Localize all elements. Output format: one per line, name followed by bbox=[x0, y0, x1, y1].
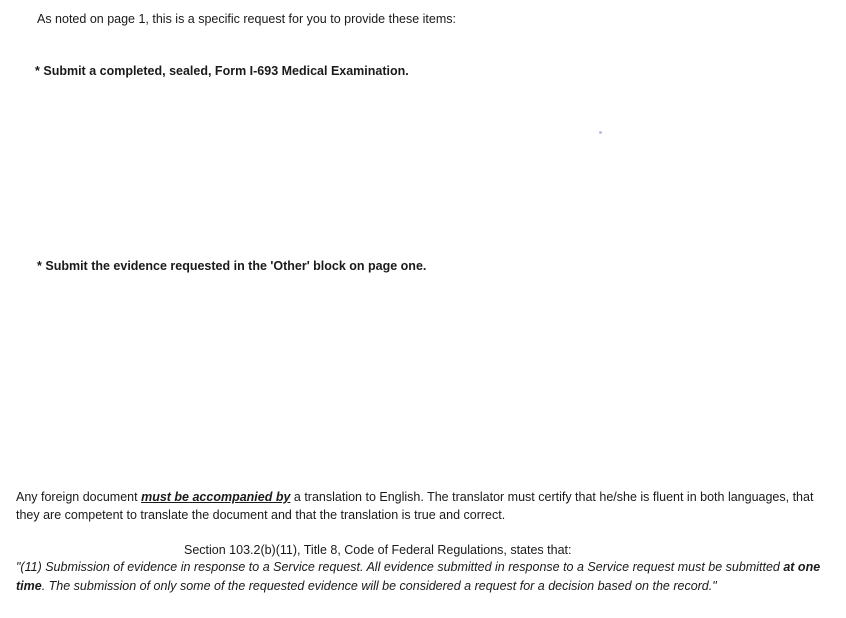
request-item-text: Submit a completed, sealed, Form I-693 Medical Examination. bbox=[43, 64, 409, 78]
regulation-quote-emphasis: at one time bbox=[16, 560, 821, 593]
request-item-medical-exam bbox=[35, 63, 409, 79]
regulation-quote bbox=[16, 558, 841, 596]
scan-speck bbox=[599, 131, 602, 134]
translation-notice-suffix: a translation to English. The translator must certify that he/she is fluent in both languages, that they are competent to translate the document and that the translation is true and correct. bbox=[16, 490, 814, 522]
request-item-other-evidence bbox=[37, 258, 426, 274]
regulation-heading: Section 103.2(b)(11), Title 8, Code of Federal Regulations, states that: bbox=[184, 543, 572, 557]
translation-notice-prefix: Any foreign document bbox=[16, 490, 142, 504]
regulation-quote-suffix: . The submission of only some of the requested evidence will be considered a request for a decision based on the record." bbox=[41, 579, 717, 593]
translation-notice-emphasis: must be accompanied by bbox=[141, 490, 291, 504]
intro-text: As noted on page 1, this is a specific request for you to provide these items: bbox=[37, 12, 456, 26]
bullet-marker: * bbox=[37, 259, 42, 273]
translation-notice bbox=[16, 488, 836, 524]
request-item-text: Submit the evidence requested in the 'Other' block on page one. bbox=[45, 259, 427, 273]
bullet-marker: * bbox=[35, 64, 40, 78]
regulation-quote-prefix: "(11) Submission of evidence in response to a Service request. All evidence submitted in response to a Service request must be submitted bbox=[16, 560, 784, 574]
